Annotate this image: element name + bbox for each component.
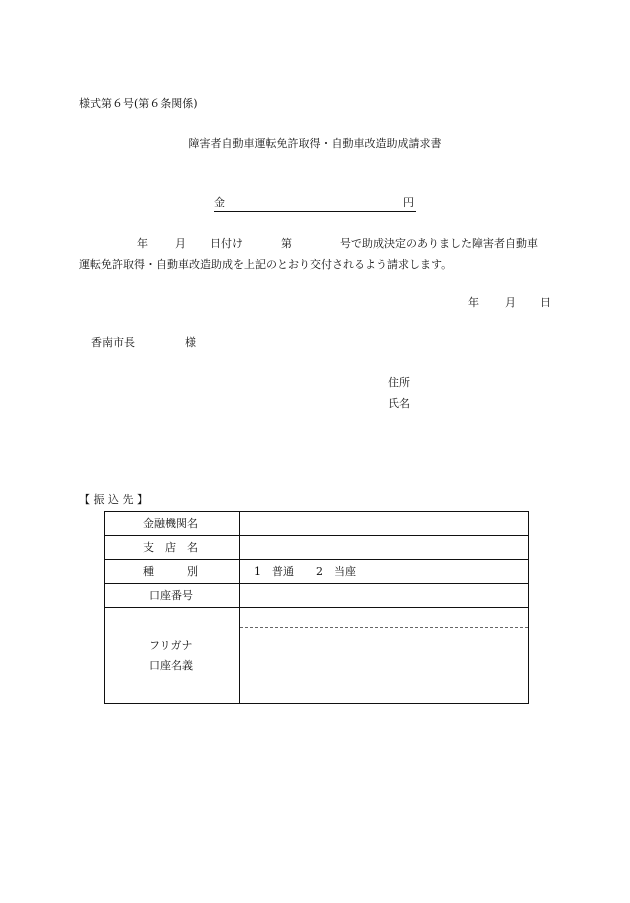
table-row-divider xyxy=(105,535,528,536)
body-year: 年 xyxy=(137,237,148,250)
furigana-label: フリガナ xyxy=(149,639,193,652)
furigana-divider xyxy=(240,627,528,628)
body-line1-rest: 号で助成決定のありました障害者自動車 xyxy=(340,237,538,250)
amount-unit: 円 xyxy=(403,196,414,209)
address-label: 住所 xyxy=(388,376,410,389)
account-number-label: 口座番号 xyxy=(149,589,193,602)
addressee-name: 香南市長 xyxy=(91,336,135,349)
table-row-divider xyxy=(105,583,528,584)
body-line2: 運転免許取得・自動車改造助成を上記のとおり交付されるよう請求します。 xyxy=(79,258,453,271)
body-day-dated: 日付け xyxy=(210,237,243,250)
transfer-heading: 【 振 込 先 】 xyxy=(79,493,148,506)
body-dai: 第 xyxy=(281,237,292,250)
table-row-divider xyxy=(105,607,528,608)
account-type-label: 種 別 xyxy=(143,565,198,578)
date-year: 年 xyxy=(468,296,479,309)
date-month: 月 xyxy=(505,296,516,309)
body-month: 月 xyxy=(175,237,186,250)
addressee-honorific: 様 xyxy=(185,336,196,349)
bank-transfer-table xyxy=(104,511,529,704)
account-holder-label: 口座名義 xyxy=(149,659,193,672)
amount-prefix: 金 xyxy=(214,196,225,209)
name-label: 氏名 xyxy=(388,397,410,410)
form-number: 様式第６号(第６条関係) xyxy=(79,97,198,110)
date-day: 日 xyxy=(540,296,551,309)
branch-label: 支 店 名 xyxy=(143,541,198,554)
table-row-divider xyxy=(105,559,528,560)
amount-line xyxy=(214,197,416,212)
account-type-options: 1 普通 2 当座 xyxy=(254,565,356,578)
document-title: 障害者自動車運転免許取得・自動車改造助成請求書 xyxy=(188,137,442,150)
bank-name-label: 金融機関名 xyxy=(143,517,198,530)
